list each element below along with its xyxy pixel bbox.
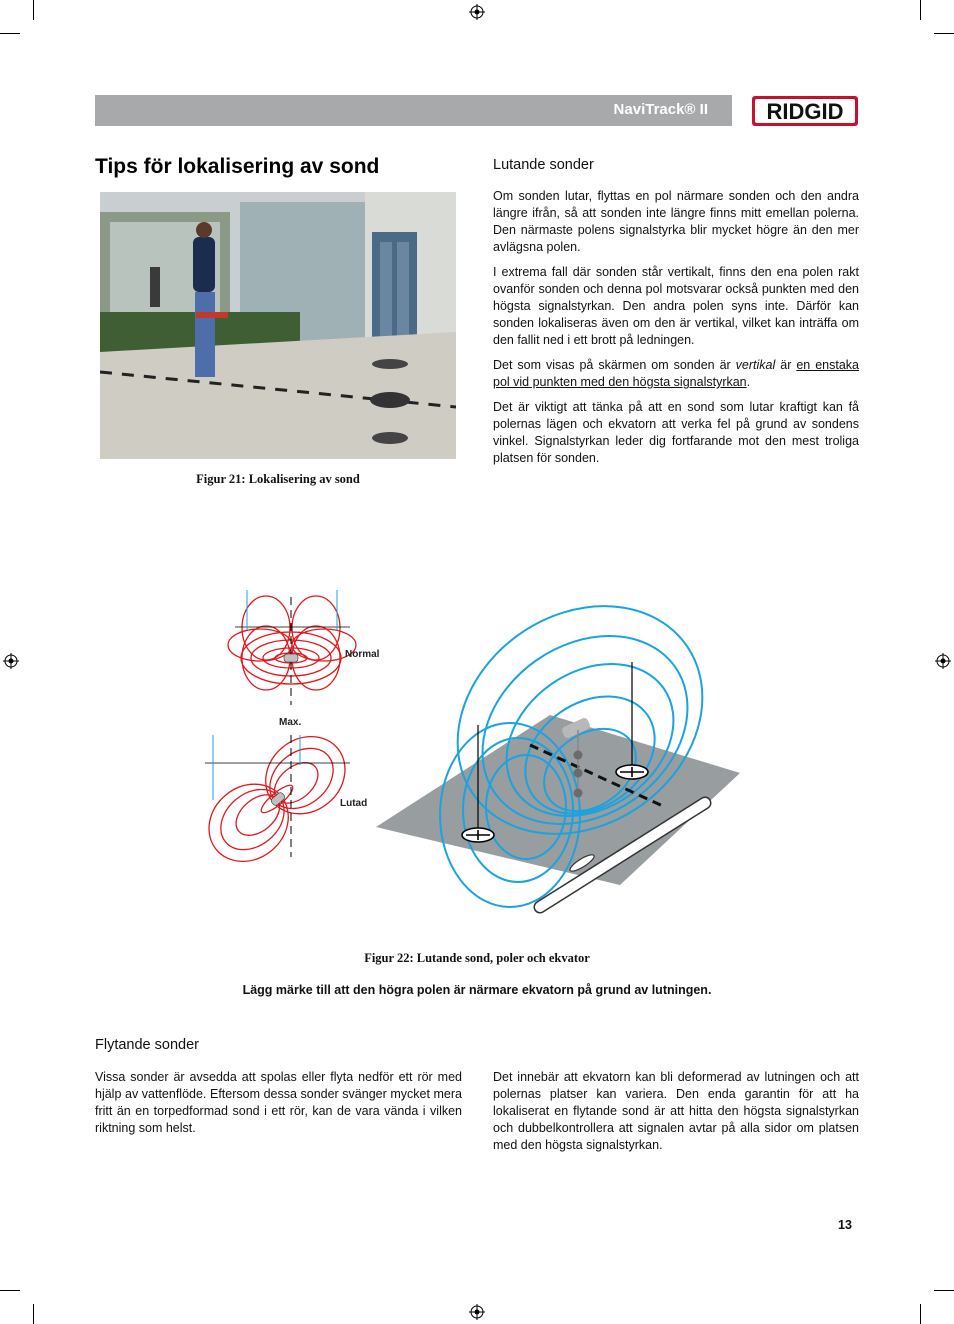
header-title: NaviTrack® II bbox=[613, 101, 708, 118]
tilted-sonde-diagram bbox=[200, 585, 760, 935]
lutande-text bbox=[493, 188, 859, 475]
label-lutad: Lutad bbox=[340, 798, 368, 809]
header-bar bbox=[95, 95, 732, 126]
figure-22-caption: Figur 22: Lutande sond, poler och ekvator bbox=[364, 951, 590, 965]
paragraph: Om sonden lutar, flyttas en pol närmare sonden och den andra längre ifrån, så att sonden inte längre finns mitt emellan polerna. Den närmaste polens signalstyrka blir mycket högre än den mer avlägsna polen. bbox=[493, 189, 859, 254]
ridgid-logo bbox=[752, 96, 858, 126]
crop-mark bbox=[920, 0, 921, 20]
crop-mark bbox=[0, 33, 20, 34]
flytande-left-text: Vissa sonder är avsedda att spolas eller flyta nedför ett rör med hjälp av vattenflöde. Eftersom dessa sonder svänger mycket mera fritt än en torpedformad sond i ett rör, kan de vara vända i vilken riktning som helst. bbox=[95, 1070, 462, 1135]
crop-mark bbox=[920, 1304, 921, 1324]
figure-21-caption: Figur 21: Lokalisering av sond bbox=[196, 472, 360, 486]
figure-note: Lägg märke till att den högra polen är närmare ekvatorn på grund av lutningen. bbox=[242, 983, 712, 997]
registration-mark-icon bbox=[3, 653, 19, 669]
logo-text: RIDGID bbox=[766, 99, 844, 124]
flytande-right-text: Det innebär att ekvatorn kan bli deformerad av lutningen och att polernas platser kan variera. Den enda garantin för att ha lokaliserat en flytande sond är att hitta den högsta signalstyrkan och dubbelkontrollera att signalen avtar på alla sidor om platsen med den högsta signalstyrkan. bbox=[493, 1070, 859, 1152]
paragraph bbox=[493, 357, 859, 391]
registration-mark-icon bbox=[469, 1304, 485, 1320]
underlined-text: en enstaka pol vid punkten med den högsta signalstyrkan bbox=[493, 358, 860, 389]
pole-marker-icon bbox=[462, 828, 494, 842]
label-max: Max. bbox=[279, 717, 302, 728]
paragraph: I extrema fall där sonden står vertikalt, finns den ena polen rakt ovanför sonden och denna pol motsvarar också punkten med den högsta signalstyrkan. Den andra polen syns inte. Därför kan sonden lokaliseras även om den är vertikal, vilket kan inträffa om den fallit ned i ett brott på ledningen. bbox=[493, 265, 859, 347]
crop-mark bbox=[33, 0, 34, 20]
paragraph: Det är viktigt att tänka på att en sond som lutar kraftigt kan få polernas lägen och ekvatorn att verka fel på grund av sondens vinkel. Signalstyrkan leder dig fortfarande mot den mest troliga platsen för sonden. bbox=[493, 400, 859, 465]
crop-mark bbox=[0, 1290, 20, 1291]
crop-mark bbox=[934, 1290, 954, 1291]
sonde-locating-photo bbox=[100, 192, 456, 459]
page-number: 13 bbox=[838, 1218, 852, 1232]
registration-mark-icon bbox=[469, 4, 485, 20]
emphasis: vertikal bbox=[735, 358, 776, 372]
crop-mark bbox=[934, 33, 954, 34]
page-title: Tips för lokalisering av sond bbox=[95, 155, 380, 178]
pole-marker-icon bbox=[616, 765, 648, 779]
text-span: Det som visas på skärmen om sonden är bbox=[493, 358, 736, 372]
crop-mark bbox=[33, 1304, 34, 1324]
section-heading-lutande: Lutande sonder bbox=[493, 157, 594, 173]
label-normal: Normal bbox=[345, 649, 380, 660]
section-heading-flytande: Flytande sonder bbox=[95, 1037, 199, 1053]
text-span: . bbox=[746, 375, 751, 389]
registration-mark-icon bbox=[935, 653, 951, 669]
text-span: är bbox=[775, 358, 797, 372]
